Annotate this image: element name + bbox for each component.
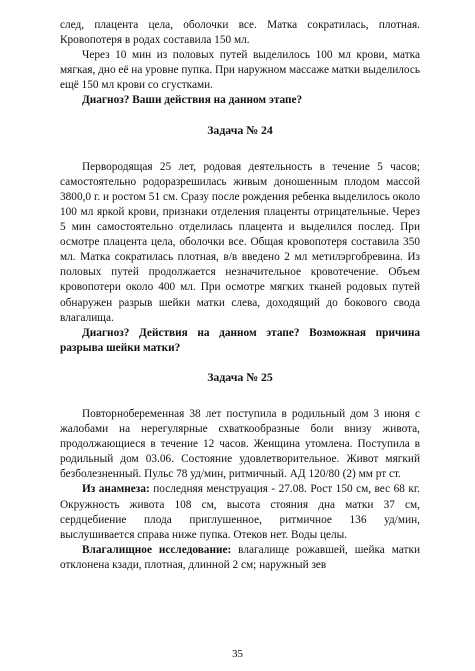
document-page — [60, 18, 420, 573]
anamnesis-label: Из анамнеза: — [82, 483, 150, 496]
intro-paragraph-1: след, плацента цела, оболочки все. Матка сократилась, плотная. Кровопотеря в родах составила 150 мл. — [60, 19, 420, 47]
intro-paragraph-2: Через 10 мин из половых путей выделилось 100 мл крови, матка мягкая, дно её на уровне пупка. При наружном массаже матки выделилось ещё 150 мл крови со сгустками. — [60, 49, 420, 92]
task-24-text: Первородящая 25 лет, родовая деятельность в течение 5 часов; самостоятельно родоразрешилась живым доношенным плодом массой 3800,0 г. и ростом 51 см. Сразу после рождения ребенка выделилось около 100 мл яркой крови, признаки отделения плаценты отрицательные. Через 5 мин самостоятельно отделилась плацента и выделился послед. При осмотре плацента цела, оболочки все. Общая кровопотеря составила 350 мл. Матка сократилась плотная, в/в введено 2 мл метилэргобревина. Из половых путей продолжается незначительное кровотечение. Объем кровопотери около 400 мл. При осмотре мягких тканей родовых путей обнаружен разрыв шейки матки слева, доходящий до бокового свода влагалища. — [60, 160, 420, 324]
task-24-question: Диагноз? Действия на данном этапе? Возможная причина разрыва шейки матки? — [60, 326, 420, 354]
task-25-text: Повторнобеременная 38 лет поступила в родильный дом 3 июня с жалобами на нерегулярные схваткообразные боли внизу живота, продолжающиеся в течение 12 часов. Женщина утомлена. Поступила в родильный дом 03.06. Состояние удовлетворительное. Живот мягкий безболезненный. Пульс 78 уд/мин, ритмичный. АД 120/80 (2) мм рт ст. — [60, 407, 420, 481]
page-number: 35 — [232, 648, 243, 660]
task-25-title: Задача № 25 — [207, 369, 273, 384]
task-24-title: Задача № 24 — [207, 122, 273, 137]
anamnesis-text: последняя менструация - 27.08. Рост 150 см, вес 68 кг. Окружность живота 108 см, высота стояния дна матки 37 см, сердцебиение плода приглушенное, ритмичное 136 уд/мин, выслушивается справа ниже пупка. Отеков нет. Воды целы. — [60, 483, 420, 541]
task-25-anamnesis — [60, 482, 420, 542]
vaginal-exam-label: Влагалищное исследование: — [82, 543, 232, 556]
task-25-vaginal-exam — [60, 543, 420, 573]
intro-question: Диагноз? Ваши действия на данном этапе? — [82, 94, 303, 107]
vaginal-exam-text: влагалище рожавшей, шейка матки отклонена кзади, плотная, длинной 2 см; наружный зев — [60, 543, 420, 571]
